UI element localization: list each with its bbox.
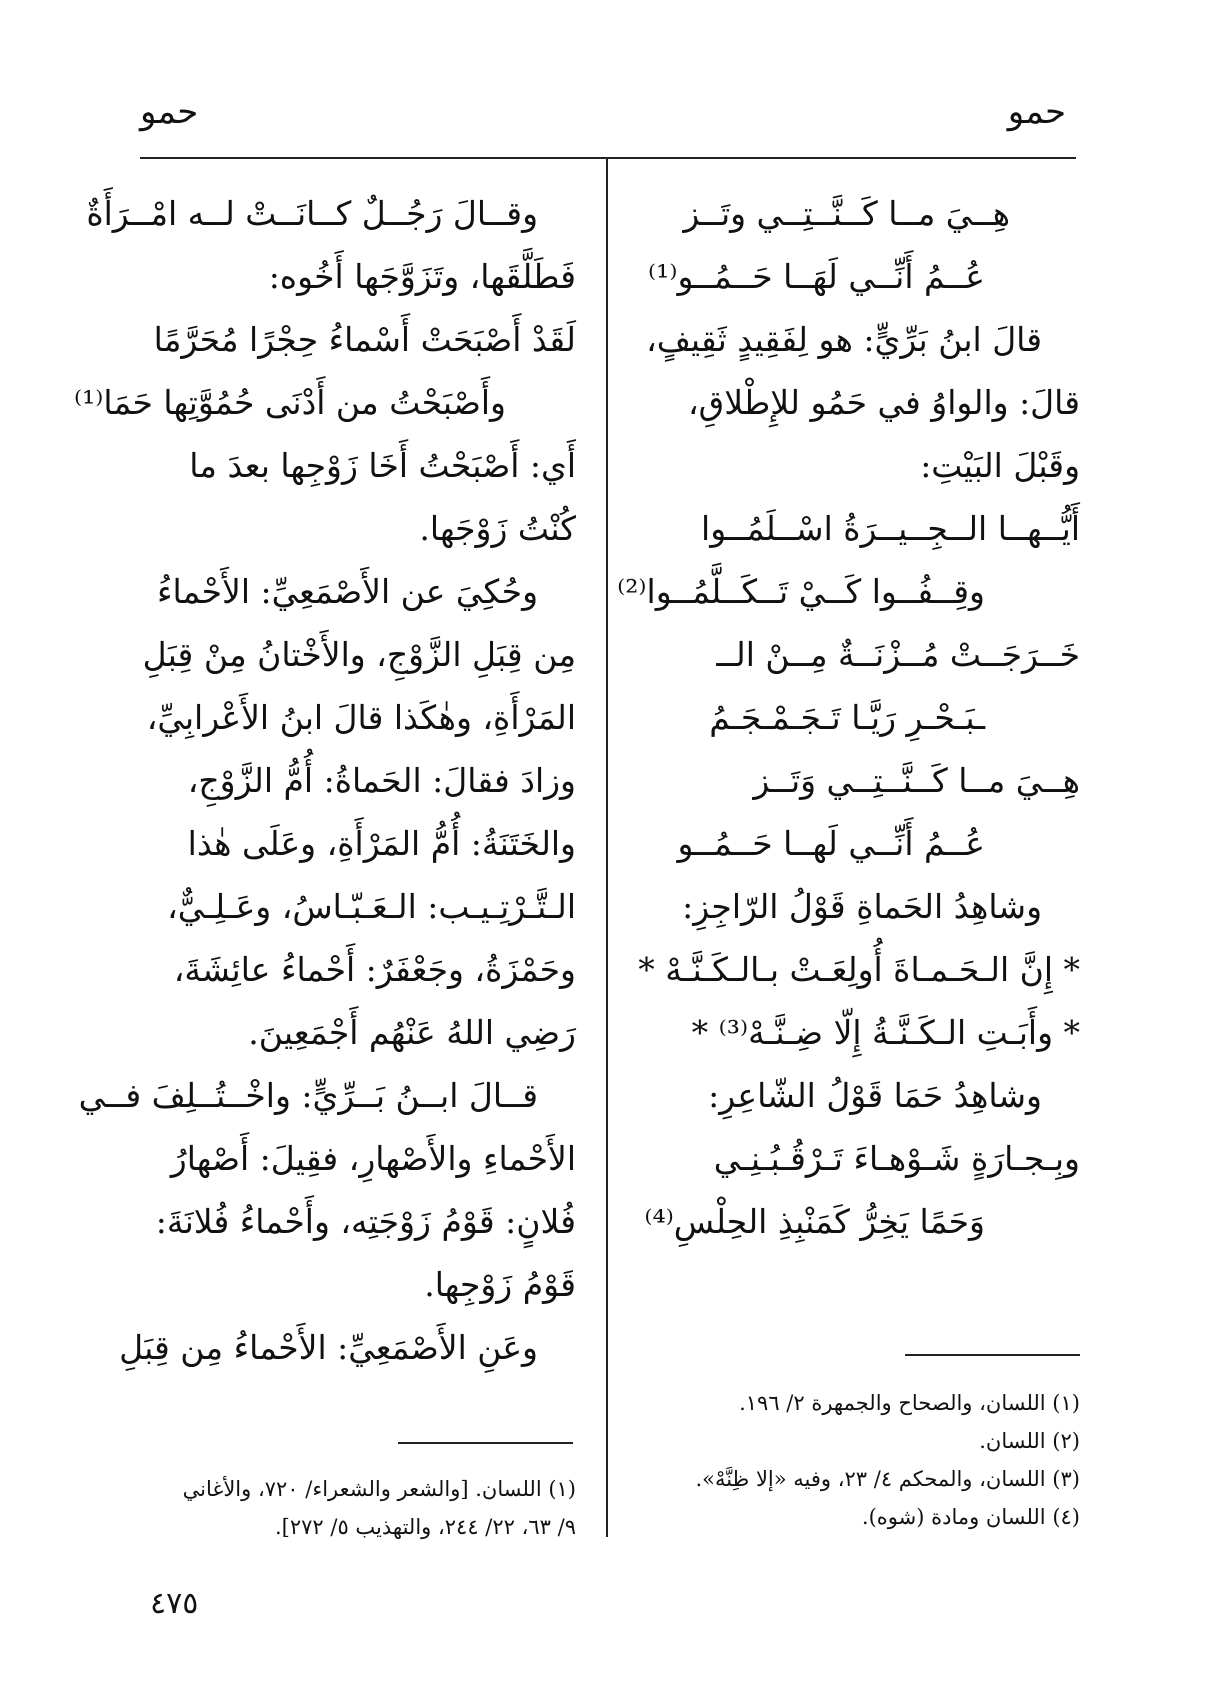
footnote: (١) اللسان. [والشعر والشعراء/ ٧٢٠، والأغاني: [182, 1477, 576, 1501]
page-number: ٤٧٥: [150, 1586, 199, 1621]
text-line: والخَتَنَةُ: أُمُّ المَرْأَةِ، وعَلَى هٰذا: [187, 824, 576, 863]
text-line: وقــالَ رَجُــلٌ كــانَــتْ لــه امْــرَأَةٌ: [86, 194, 538, 233]
verse-line: خَــرَجَــتْ مُــزْنَــةٌ مِــنْ الــ: [716, 635, 1080, 674]
footnote: (٣) اللسان، والمحكم ٤/ ٢٣، وفيه «إلا ظِنَّهْ».: [695, 1467, 1080, 1491]
running-head-left: حمو: [140, 92, 199, 132]
right-column: [617, 182, 1080, 1253]
footnote: (٢) اللسان.: [979, 1429, 1080, 1453]
rajaz-line: * وأَبَـتِ الـكَـنَّـةُ إِلّا ضِـنَّـهْ⁽³⁾ *: [691, 1013, 1080, 1052]
text-line: وحَمْزَةُ، وجَعْفَرٌ: أَحْماءُ عائِشَةَ،: [173, 950, 576, 989]
text-line: وشاهِدُ الحَماةِ قَوْلُ الرّاجِزِ:: [682, 887, 1042, 926]
header-rule: [140, 157, 1076, 159]
verse-line: وبِـجـارَةٍ شَـوْهـاءَ تَـرْقُـبُـنِـي: [713, 1139, 1080, 1178]
left-column: [73, 182, 576, 1379]
verse-line: هِــيَ مــا كَــنَّــتِــي وَتَــز: [753, 761, 1080, 800]
text-line: فَطَلَّقَها، وتَزَوَّجَها أَخُوه:: [268, 257, 576, 296]
text-line: الأَحْماءِ والأَصْهارِ، فقِيلَ: أَصْهارُ: [170, 1139, 576, 1178]
text-line: وشاهِدُ حَمَا قَوْلُ الشّاعِرِ:: [708, 1076, 1042, 1115]
footnote: ٩/ ٦٣، ٢٢/ ٢٤٤، والتهذيب ٥/ ٢٧٢].: [274, 1515, 576, 1539]
text-line: أَي: أَصْبَحْتُ أَخَا زَوْجِها بعدَ ما: [189, 446, 576, 485]
text-line: كُنْتُ زَوْجَها.: [419, 509, 576, 548]
text-line: قالَ: والواوُ في حَمُو للإِطْلاقِ،: [688, 383, 1080, 422]
text-line: قــالَ ابــنُ بَــرِّيٍّ: واخْــتُــلِفَ فــي: [78, 1076, 538, 1115]
verse-line: أَيُّــهــا الــجِــيــرَةُ اسْــلَمُــوا: [701, 509, 1080, 548]
footnotes-right: [650, 1384, 1080, 1536]
verse-line: وَحَمًا يَخِرُّ كَمَنْبِذِ الحِلْسِ⁽⁴⁾: [644, 1202, 985, 1241]
text-line: رَضِي اللهُ عَنْهُم أَجْمَعِينَ.: [248, 1013, 576, 1052]
verse-line: عُــمُ أَنِّــي لَهَــا حَــمُــو⁽¹⁾: [648, 257, 985, 296]
footnote-rule-left: [398, 1442, 573, 1444]
footnotes-left: [140, 1470, 576, 1546]
text-line: المَرْأَةِ، وهٰكَذا قالَ ابنُ الأَعْرابِيِّ،: [146, 698, 576, 737]
text-line: قالَ ابنُ بَرِّيٍّ: هو لِفَقِيدٍ ثَقِيفٍ،: [646, 320, 1042, 359]
verse-line: ـبَـحْـرِ رَيَّـا تَـجَـمْـجَـمُ: [709, 698, 985, 737]
verse-line: لَقَدْ أَصْبَحَتْ أَسْماءُ حِجْرًا مُحَرَّمًا: [153, 320, 576, 359]
text-line: وزادَ فقالَ: الحَماةُ: أُمُّ الزَّوْجِ،: [187, 761, 576, 800]
text-line: مِن قِبَلِ الزَّوْجِ، والأَخْتانُ مِنْ قِبَلِ: [142, 635, 576, 674]
footnote-rule-right: [905, 1354, 1080, 1356]
text-line: وقَبْلَ البَيْتِ:: [920, 446, 1080, 485]
verse-line: عُــمُ أَنِّــي لَهــا حَــمُــو: [677, 824, 985, 863]
verse-line: وقِــفُــوا كَــيْ تَــكَــلَّمُــوا⁽²⁾: [617, 572, 985, 611]
text-line: الـتَّـرْتِـيـب: الـعَـبّـاسُ، وعَـلِـيٌّ،: [167, 887, 576, 926]
footnote: (١) اللسان، والصحاح والجمهرة ٢/ ١٩٦.: [739, 1391, 1080, 1415]
text-line: وحُكِيَ عن الأَصْمَعِيِّ: الأَحْماءُ: [156, 572, 538, 611]
verse-line: وأَصْبَحْتُ من أَدْنَى حُمُوَّتِها حَمَا⁽¹⁾: [73, 383, 506, 422]
footnote: (٤) اللسان ومادة (شوه).: [861, 1505, 1080, 1529]
column-divider: [606, 157, 608, 1537]
text-line: قَوْمُ زَوْجِها.: [424, 1265, 576, 1304]
rajaz-line: * إِنَّ الـحَـمـاةَ أُولِعَـتْ بـالـكَـنَّـهْ *: [638, 950, 1080, 989]
running-head-right: حمو: [1007, 92, 1066, 132]
text-line: فُلانٍ: قَوْمُ زَوْجَتِه، وأَحْماءُ فُلانَةَ:: [155, 1202, 576, 1241]
text-line: وعَنِ الأَصْمَعِيِّ: الأَحْماءُ مِن قِبَلِ: [119, 1328, 538, 1367]
verse-line: هِــيَ مــا كَــنَّــتِــي وتَــز: [683, 194, 1010, 233]
